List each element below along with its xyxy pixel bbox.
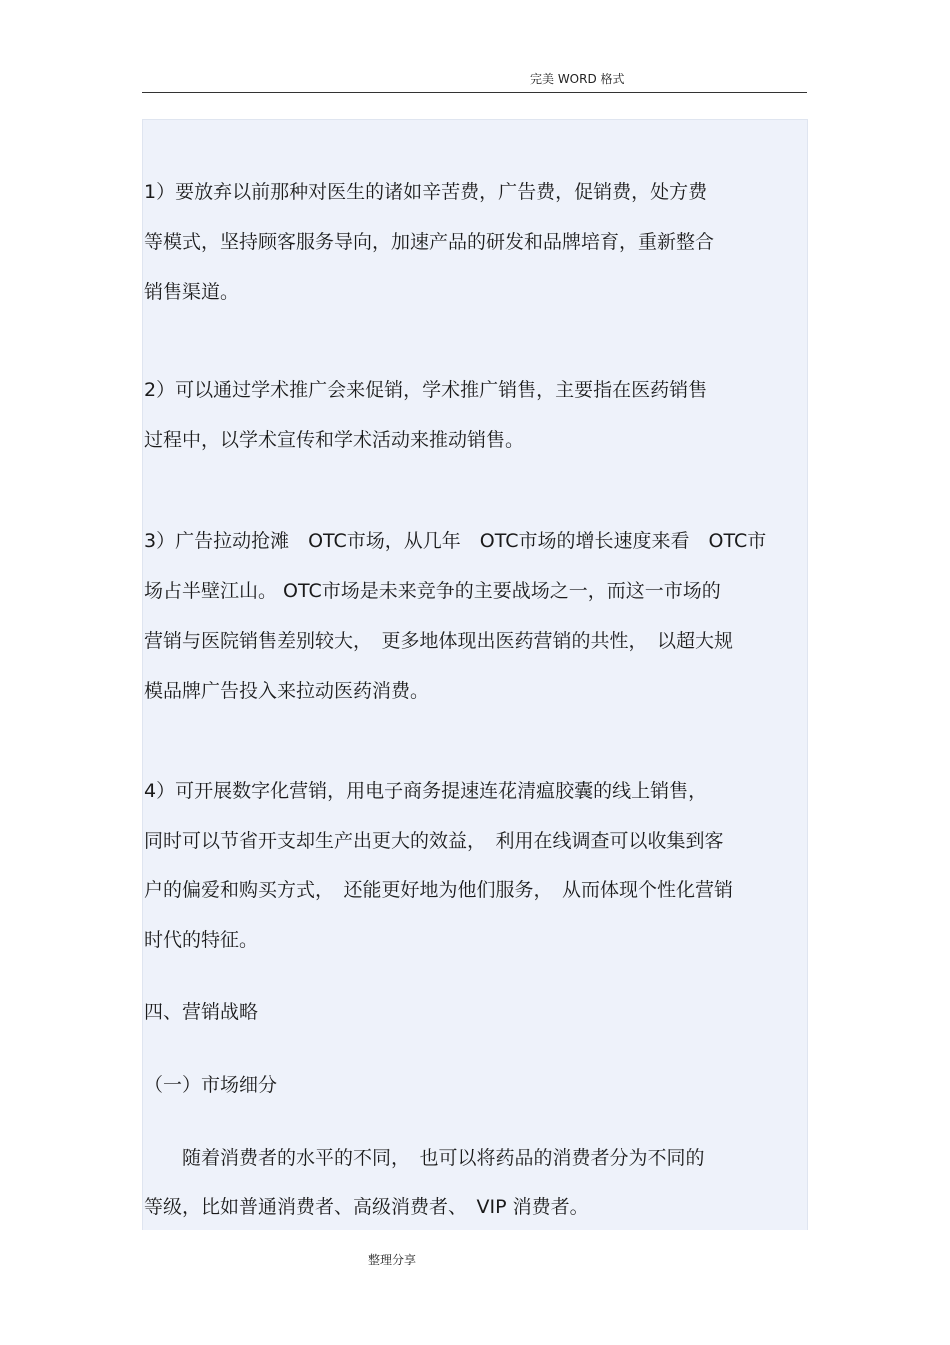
paragraph-4-line-4: 时代的特征。 [144,929,259,951]
paragraph-3-line-2: 场占半壁江山。 OTC市场是未来竞争的主要战场之一，而这一市场的 [144,580,721,602]
page-footer: 整理分享 [368,1253,417,1267]
page-header [142,62,807,93]
paragraph-4-line-3: 户的偏爱和购买方式， 还能更好地为他们服务， 从而体现个性化营销 [144,879,734,901]
paragraph-2-line-1: 2）可以通过学术推广会来促销，学术推广销售，主要指在医药销售 [144,379,708,401]
paragraph-1-line-3: 销售渠道。 [144,281,240,303]
content-area [142,119,808,1230]
section-heading: 四、营销战略 [144,1001,259,1023]
paragraph-4-line-2: 同时可以节省开支却生产出更大的效益， 利用在线调查可以收集到客 [144,830,724,852]
paragraph-5-line-1: 随着消费者的水平的不同， 也可以将药品的消费者分为不同的 [144,1147,705,1169]
paragraph-5-line-2: 等级，比如普通消费者、高级消费者、 VIP 消费者。 [144,1196,589,1218]
header-text: 完美 WORD 格式 [530,72,625,86]
paragraph-3-line-4: 模品牌广告投入来拉动医药消费。 [144,680,430,702]
paragraph-3-line-1: 3）广告拉动抢滩 OTC市场，从几年 OTC市场的增长速度来看 OTC市 [144,530,767,552]
paragraph-3-line-3: 营销与医院销售差别较大， 更多地体现出医药营销的共性， 以超大规 [144,630,734,652]
subsection-heading: （一）市场细分 [144,1074,278,1096]
paragraph-1-line-2: 等模式，坚持顾客服务导向，加速产品的研发和品牌培育，重新整合 [144,231,715,253]
paragraph-2-line-2: 过程中，以学术宣传和学术活动来推动销售。 [144,429,525,451]
paragraph-1-line-1: 1）要放弃以前那种对医生的诸如辛苦费，广告费，促销费，处方费 [144,181,708,203]
paragraph-4-line-1: 4）可开展数字化营销，用电子商务提速连花清瘟胶囊的线上销售， [144,780,708,802]
